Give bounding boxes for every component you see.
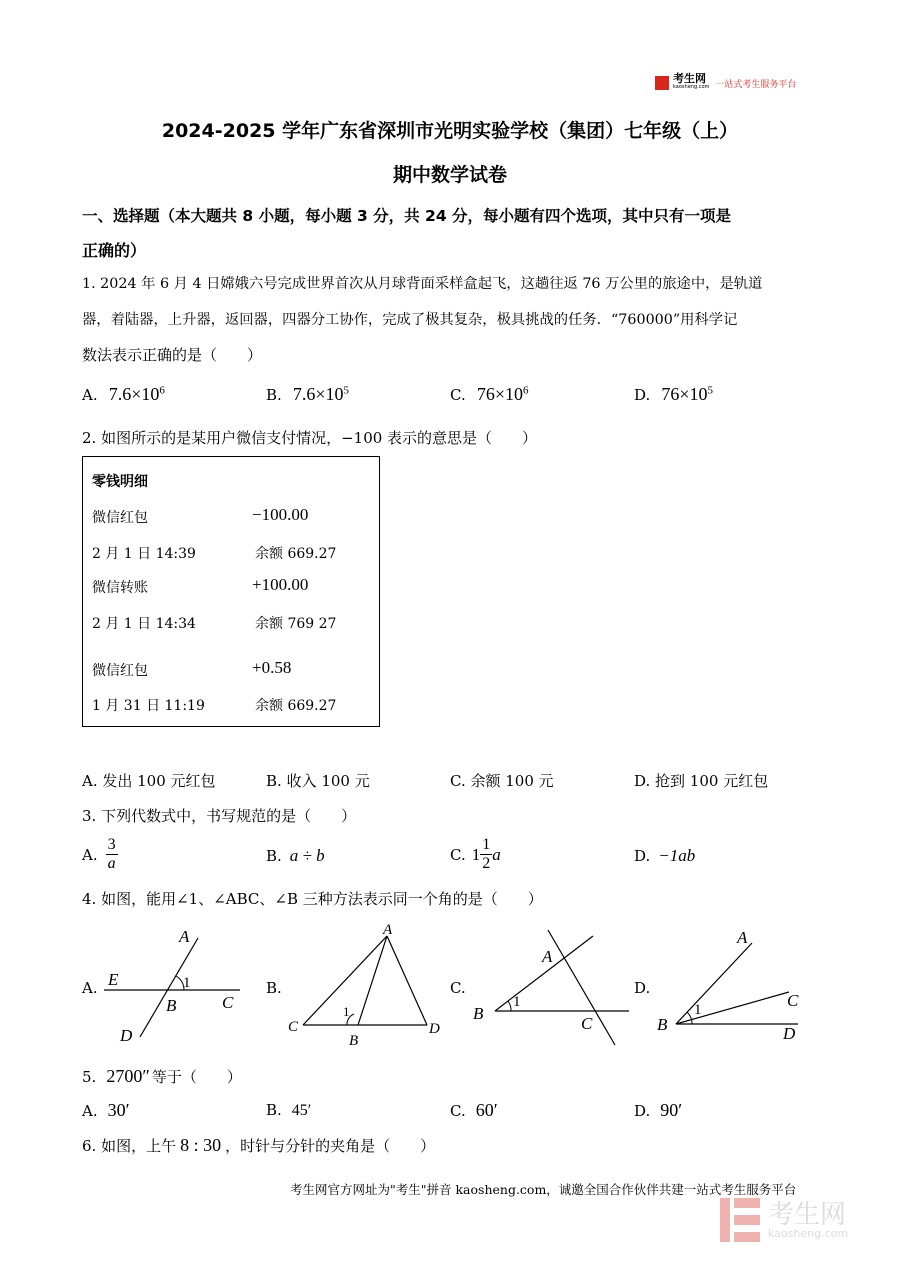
- watermark-domain: kaosheng.com: [768, 1227, 849, 1240]
- q6-stem: 6. 如图，上午 8 : 30 ，时针与分针的夹角是（ ）: [82, 1135, 436, 1155]
- q4-figure-b[interactable]: [285, 922, 445, 1050]
- q4-figure-c[interactable]: [468, 925, 633, 1050]
- q5-option-c[interactable]: C. 60′: [450, 1100, 498, 1120]
- row-left: 微信转账: [92, 580, 148, 596]
- watermark-logo-icon: [718, 1196, 762, 1246]
- row-right: +0.58: [252, 658, 292, 677]
- wechat-statement-figure: [82, 456, 380, 727]
- q5-option-d[interactable]: D. 90′: [634, 1100, 683, 1120]
- q3-option-c[interactable]: C. 1 $\frac{1}{2}$ a: [450, 836, 501, 872]
- row-left: 微信红包: [92, 663, 148, 679]
- q2-option-b[interactable]: B. 收入 100 元: [266, 772, 370, 790]
- label-a: A: [542, 947, 553, 966]
- label-c: C: [581, 1014, 593, 1033]
- row-left: 2 月 1 日 14:39: [92, 546, 196, 562]
- label-a: A: [737, 928, 748, 947]
- q2-option-a[interactable]: A. 发出 100 元红包: [82, 772, 216, 790]
- q2-option-c[interactable]: C. 余额 100 元: [450, 772, 554, 790]
- row-left: 2 月 1 日 14:34: [92, 616, 196, 632]
- q4-option-d-label[interactable]: D.: [634, 979, 651, 997]
- label-a: A: [179, 927, 190, 946]
- q3-stem: 3. 下列代数式中，书写规范的是（ ）: [82, 807, 357, 825]
- q1-option-c[interactable]: C. $76\times 10^6$: [450, 384, 529, 404]
- label-c: C: [222, 993, 234, 1012]
- q4-figure-d[interactable]: [652, 925, 812, 1050]
- footer-watermark: [718, 1196, 848, 1246]
- label-b: B: [166, 996, 177, 1015]
- q1-option-d[interactable]: D. $76\times 10^5$: [634, 384, 714, 404]
- row-right: 余额 669.27: [255, 698, 337, 714]
- label-d: D: [120, 1026, 133, 1045]
- logo-text: 考生网: [673, 72, 706, 85]
- label-d: D: [783, 1024, 796, 1043]
- section-heading-cont: 正确的）: [82, 241, 147, 260]
- label-1: 1: [343, 1004, 350, 1019]
- label-c: C: [288, 1019, 299, 1035]
- row-left: 微信红包: [92, 510, 148, 526]
- q1-option-b[interactable]: B. $7.6\times 10^5$: [266, 384, 350, 404]
- q5-option-a[interactable]: A. 30′: [82, 1100, 130, 1120]
- q2-stem: 2. 如图所示的是某用户微信支付情况，−100 表示的意思是（ ）: [82, 429, 538, 447]
- row-right: 余额 769 27: [255, 616, 337, 632]
- q3-option-a[interactable]: A. $\frac{3}{a}$: [82, 836, 116, 872]
- label-e: E: [108, 970, 119, 989]
- page-subtitle: 期中数学试卷: [392, 164, 507, 186]
- label-c: C: [787, 991, 799, 1010]
- row-right: 余额 669.27: [255, 546, 337, 562]
- q4-option-b-label[interactable]: B.: [266, 979, 282, 997]
- label-1: 1: [694, 1002, 702, 1018]
- row-right: +100.00: [252, 575, 309, 594]
- label-d: D: [429, 1021, 440, 1037]
- q4-figure-a[interactable]: [100, 925, 250, 1050]
- q1-line2: 器，着陆器，上升器，返回器，四器分工协作，完成了极其复杂，极具挑战的任务．“760000”用科学记: [82, 312, 738, 328]
- q4-option-c-label[interactable]: C.: [450, 979, 466, 997]
- q1-option-a[interactable]: A. $7.6\times 10^6$: [82, 384, 165, 404]
- logo-slogan: 一站式考生服务平台: [715, 79, 797, 90]
- q1-line3: 数法表示正确的是（ ）: [82, 346, 263, 364]
- header-logo: [655, 74, 796, 92]
- watermark-name: 考生网: [768, 1200, 847, 1230]
- q5-option-b[interactable]: B. 45′: [266, 1101, 312, 1119]
- footer-text: 考生网官方网址为"考生"拼音 kaosheng.com，诚邀全国合作伙伴共建一站式考生服务平台: [290, 1182, 797, 1197]
- q1-line1: 1. 2024 年 6 月 4 日嫦娥六号完成世界首次从月球背面采样盒起飞，这趟往返 76 万公里的旅途中，是轨道: [82, 276, 763, 292]
- logo-domain: kaosheng.com: [673, 84, 710, 90]
- row-right: −100.00: [252, 505, 309, 524]
- label-a: A: [383, 922, 393, 938]
- label-b: B: [473, 1004, 484, 1023]
- label-1: 1: [513, 994, 521, 1010]
- section-heading: 一、选择题（本大题共 8 小题，每小题 3 分，共 24 分，每小题有四个选项，其中只有一项是: [82, 207, 732, 225]
- q3-option-d[interactable]: D. −1ab: [634, 846, 696, 865]
- row-left: 1 月 31 日 11:19: [92, 698, 205, 714]
- label-b: B: [349, 1033, 359, 1049]
- label-b: B: [657, 1015, 668, 1034]
- logo-mark-icon: [655, 76, 669, 90]
- page-title: 2024-2025 学年广东省深圳市光明实验学校（集团）七年级（上）: [161, 120, 739, 142]
- q5-stem: 5. 2700″ 等于（ ）: [82, 1066, 242, 1086]
- q4-stem: 4. 如图，能用∠1、∠ABC、∠B 三种方法表示同一个角的是（ ）: [82, 890, 543, 908]
- q3-option-b[interactable]: B. a ÷ b: [266, 846, 325, 865]
- label-1: 1: [183, 975, 191, 991]
- q2-option-d[interactable]: D. 抢到 100 元红包: [634, 772, 769, 790]
- box-title: 零钱明细: [92, 474, 148, 490]
- q4-option-a-label[interactable]: A.: [82, 979, 98, 997]
